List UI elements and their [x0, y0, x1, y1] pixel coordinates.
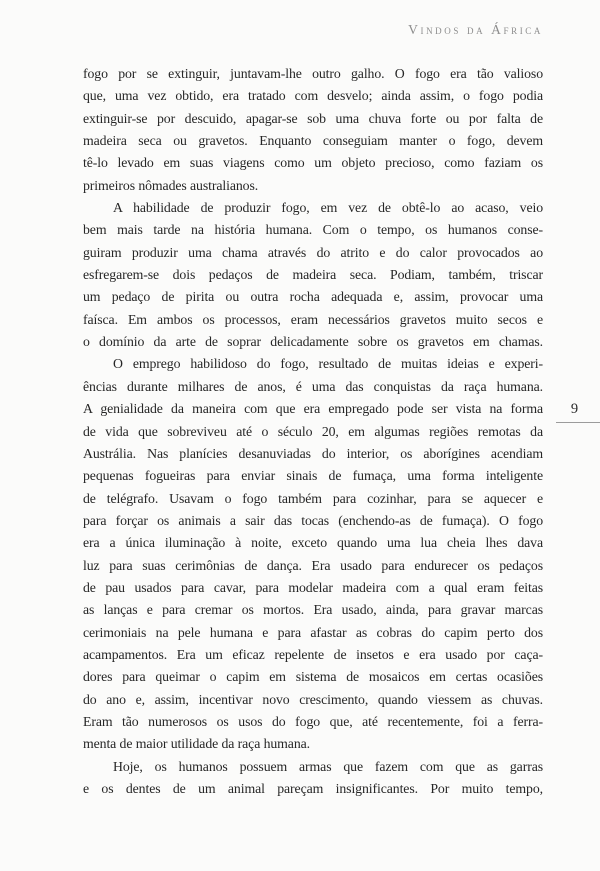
text-line: de vida que sobreviveu até o século 20, em algumas regiões remotas da — [83, 423, 543, 439]
text-line: que, uma vez obtido, era tratado com desvelo; ainda assim, o fogo podia — [83, 88, 543, 104]
text-line: A genialidade da maneira com que era empregado pode ser vista na forma — [83, 401, 543, 417]
text-line: O emprego habilidoso do fogo, resultado de muitas ideias e experi- — [113, 356, 543, 372]
running-header: Vindos da África — [408, 22, 543, 37]
text-line: madeira seca ou gravetos. Enquanto conseguiam manter o fogo, devem — [83, 133, 543, 149]
text-line: do ano e, assim, incentivar novo crescimento, quando viessem as chuvas. — [83, 691, 543, 707]
text-line: Hoje, os humanos possuem armas que fazem com que as garras — [113, 758, 543, 774]
text-line: esfregarem-se dois pedaços de madeira seca. Podiam, também, triscar — [83, 267, 543, 283]
paragraph — [83, 756, 543, 801]
text-line: menta de maior utilidade da raça humana. — [83, 736, 310, 752]
text-line: fogo por se extinguir, juntavam-lhe outro galho. O fogo era tão valioso — [83, 66, 543, 81]
text-line: bem mais tarde na história humana. Com o tempo, os humanos conse- — [83, 222, 543, 238]
text-line: dores para queimar o capim em sistema de mosaicos em certas ocasiões — [83, 669, 543, 685]
text-line: para forçar os animais a sair das tocas (enchendo-as de fumaça). O fogo — [83, 512, 543, 528]
text-line: as lanças e para cremar os mortos. Era usado, ainda, para gravar marcas — [83, 602, 543, 618]
text-line: extinguir-se por descuido, apagar-se sob uma chuva forte ou por falta de — [83, 110, 543, 126]
paragraph — [83, 63, 543, 197]
text-line: Austrália. Nas planícies desanuviadas do interior, os aborígines acendiam — [83, 445, 543, 461]
text-line: e os dentes de um animal pareçam insignificantes. Por muito tempo, — [83, 781, 543, 796]
text-line: tê-lo levado em suas viagens como um objeto precioso, como faziam os — [83, 155, 543, 171]
text-line: um pedaço de pirita ou outra rocha adequada e, assim, provocar uma — [83, 289, 543, 305]
text-line: faísca. Em ambos os processos, eram necessários gravetos muito secos e — [83, 311, 543, 327]
text-line: Eram tão numerosos os usos do fogo que, até recentemente, foi a ferra- — [83, 713, 543, 729]
text-line: era a única iluminação à noite, exceto quando uma lua cheia lhes dava — [83, 535, 543, 551]
text-block — [83, 63, 543, 800]
text-line: guiram produzir uma chama através do atrito e do calor provocados ao — [83, 244, 543, 260]
text-line: acampamentos. Era um eficaz repelente de insetos e era usado por caça- — [83, 646, 543, 662]
text-line: de pau usados para cavar, para modelar madeira com a qual eram feitas — [83, 579, 543, 595]
page-number: 9 — [570, 401, 579, 417]
text-line: o domínio da arte de soprar delicadamente sobre os gravetos em chamas. — [83, 334, 543, 350]
text-line: pequenas fogueiras para enviar sinais de fumaça, uma forma inteligente — [83, 468, 543, 484]
page-number-block — [556, 400, 600, 423]
text-line: ências durante milhares de anos, é uma das conquistas da raça humana. — [83, 378, 543, 394]
text-line: luz para suas cerimônias de dança. Era usado para endurecer os pedaços — [83, 557, 543, 573]
paragraph — [83, 197, 543, 353]
text-line: A habilidade de produzir fogo, em vez de obtê-lo ao acaso, veio — [113, 200, 543, 216]
text-line: de telégrafo. Usavam o fogo também para cozinhar, para se aquecer e — [83, 490, 543, 506]
text-line: cerimoniais na pele humana e para afastar as cobras do capim perto dos — [83, 624, 543, 640]
text-line: primeiros nômades australianos. — [83, 177, 259, 193]
paragraph — [83, 353, 543, 755]
